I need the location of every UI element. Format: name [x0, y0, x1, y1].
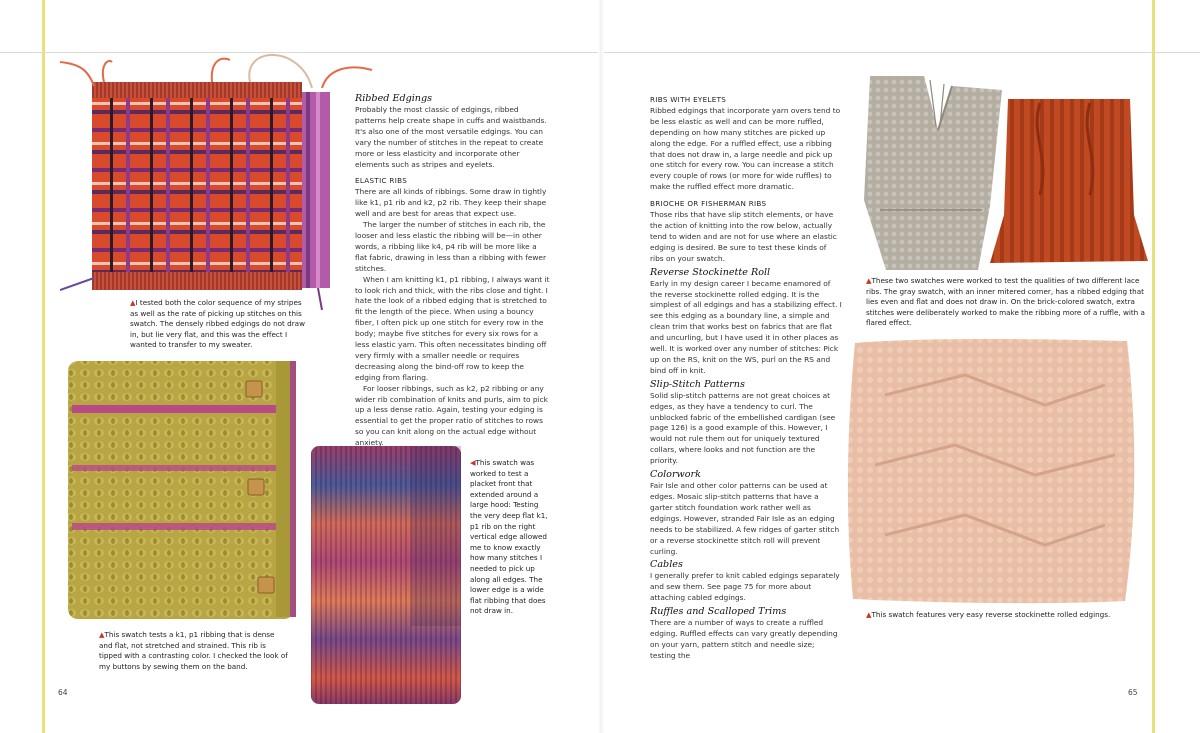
left-page-edge: [42, 0, 45, 733]
elastic-ribs-para-1: There are all kinds of ribbings. Some draw in tightly like k1, p1 rib and k2, p2 rib. They keep their shape well and are best for areas that expect use.: [355, 187, 547, 219]
ribbed-edgings-intro: Probably the most classic of edgings, ribbed patterns help create shape in cuffs and waistbands. It's also one of the most versatile edgings. You can vary the number of stitches in the repeat to create more or less elasticity and incorporate other elements such as stripes and eyelets.: [355, 105, 547, 169]
subheading-brioche-ribs: BRIOCHE OR FISHERMAN RIBS: [650, 199, 767, 209]
gray-lace-rib-swatch-image: [842, 70, 1007, 270]
subheading-elastic-ribs: ELASTIC RIBS: [355, 176, 408, 186]
elastic-ribs-para-3: When I am knitting k1, p1 ribbing, I always want it to look rich and thick, with the ribs close and tight. I hate the look of a ribbed edging that is stretched to fit the length of the piece. When using a bouncy fiber, I often pick up one stitch for every row in the body; maybe five stitches for every six rows for a less elastic yarn. This often necessitates binding off very firmly with a smaller needle or requires decreasing along the bind-off row to keep the edging from flaring.: [355, 274, 550, 382]
caption-bottom-left: ▲This swatch tests a k1, p1 ribbing that is dense and flat, not stretched and strained. This rib is tipped with a contrasting color. I checked the look of my buttons by sewing them on the band.: [99, 630, 288, 671]
heading-cables: Cables: [650, 559, 683, 571]
book-gutter: [598, 0, 604, 733]
colorwork-body: Fair Isle and other color patterns can be used at edges. Mosaic slip-stitch patterns that have a garter stitch foundation work rather well as edgings. However, stranded Fair Isle as an edging needs to be stabilized. A few ridges of garter stitch or a reverse stockinette stitch roll will prevent curling.: [650, 481, 840, 556]
page-number-left: 64: [58, 688, 68, 697]
elastic-ribs-para-2: The larger the number of stitches in each rib, the looser and less elastic the ribbing will be—in other words, a ribbing like k4, p4 rib will be more like a flat fabric, drawing in less than a ribbing with fewer stitches.: [355, 220, 547, 273]
subheading-ribs-with-eyelets: RIBS WITH EYELETS: [650, 95, 727, 104]
olive-button-band-swatch-image: [64, 355, 300, 625]
striped-rib-swatch-image: [60, 40, 380, 310]
heading-slip-stitch-patterns: Slip-Stitch Patterns: [650, 378, 745, 390]
ruffles-body: There are a number of ways to create a ruffled edging. Ruffled effects can vary greatly depending on your yarn, pattern stitch and needle size; testing the: [650, 618, 838, 660]
ribs-with-eyelets-body: Ribbed edgings that incorporate yarn overs tend to be less elastic as well and can be more ruffled, depending on how many stitches are picked up along the edge. For a ruffled effect, use a ribbing that does not draw in, a large needle and pick up one stitch for every row. You can increase a stitch every couple of rows (or more for wide ruffles) to make the ruffled effect more dramatic.: [650, 105, 841, 192]
variegated-hood-placket-swatch-image: [305, 440, 465, 710]
right-text-column: [650, 95, 842, 662]
caption-marker-icon: ◀: [470, 458, 476, 467]
brioche-ribs-body: Those ribs that have slip stitch elements, or have the action of knitting into the row below, actually tend to widen and are not for use where an elastic edging is desired. Be sure to test these kinds of ribs on your swatch.: [650, 210, 837, 263]
heading-ruffles-scalloped: Ruffles and Scalloped Trims: [650, 606, 787, 618]
caption-marker-icon: ▲: [866, 276, 872, 285]
pink-reverse-stockinette-swatch-image: [845, 335, 1140, 607]
heading-reverse-stockinette-roll: Reverse Stockinette Roll: [650, 266, 771, 278]
caption-top-left: ▲I tested both the color sequence of my stripes as well as the rate of picking up stitches on this swatch. The densely ribbed edgings do not draw in, but lie very flat, and this was the effect I wanted to transfer to my sweater.: [130, 298, 305, 350]
page-number-right: 65: [1128, 688, 1138, 697]
caption-marker-icon: ▲: [99, 630, 105, 639]
elastic-ribs-para-4: For looser ribbings, such as k2, p2 ribbing or any wider rib combination of knits and purls, aim to pick up a less dense ratio. Again, testing your edging is essential to get the proper ratio of stitches to rows so you can knit along on the actual edge without anxiety.: [355, 383, 548, 448]
right-page-edge: [1152, 0, 1155, 733]
heading-ribbed-edgings: Ribbed Edgings: [355, 93, 433, 104]
reverse-stockinette-body: Early in my design career I became enamored of the reverse stockinette rolled edging. It is the simplest of all edgings and has a stabilizing effect. I see this edging as a boundary line, a simple and clean trim that works best on fabrics that are flat and uncurling, but I have used it in other places as well. It is worked over any number of stitches: Pick up on the RS, knit on the WS, purl on the RS and bind off in knit.: [650, 278, 842, 375]
caption-middle: ◀This swatch was worked to test a placket front that extended around a large hood: Testing the very deep flat k1, p1 rib on the right vertical edge allowed me to know exactly how many stitches I needed to pick up along all edges. The lower edge is a wide flat ribbing that does not draw in.: [470, 458, 548, 616]
cables-body: I generally prefer to knit cabled edgings separately and sew them. See page 75 for more about attaching cabled edgings.: [650, 571, 840, 603]
caption-marker-icon: ▲: [130, 298, 136, 307]
slip-stitch-body: Solid slip-stitch patterns are not great choices at edges, as they have a tendency to curl. The unblocked fabric of the embellished cardigan (see page 126) is a good example of this. However, I would not rule them out for uniquely textured collars, where looks and not function are the priority.: [650, 390, 836, 466]
left-text-column: [355, 91, 550, 449]
caption-bottom-right: ▲This swatch features very easy reverse stockinette rolled edgings.: [866, 610, 1111, 619]
brick-ruffle-swatch-image: [990, 95, 1150, 267]
caption-marker-icon: ▲: [866, 610, 872, 619]
heading-colorwork: Colorwork: [650, 469, 701, 481]
caption-top-right: ▲These two swatches were worked to test the qualities of two different lace ribs. The gray swatch, with an inner mitered corner, has a ribbed edging that lies even and flat and does not draw in. On the brick-colored swatch, extra stitches were deliberately worked to make the ribbing more of a ruffle, with a flared effect.: [866, 276, 1145, 328]
